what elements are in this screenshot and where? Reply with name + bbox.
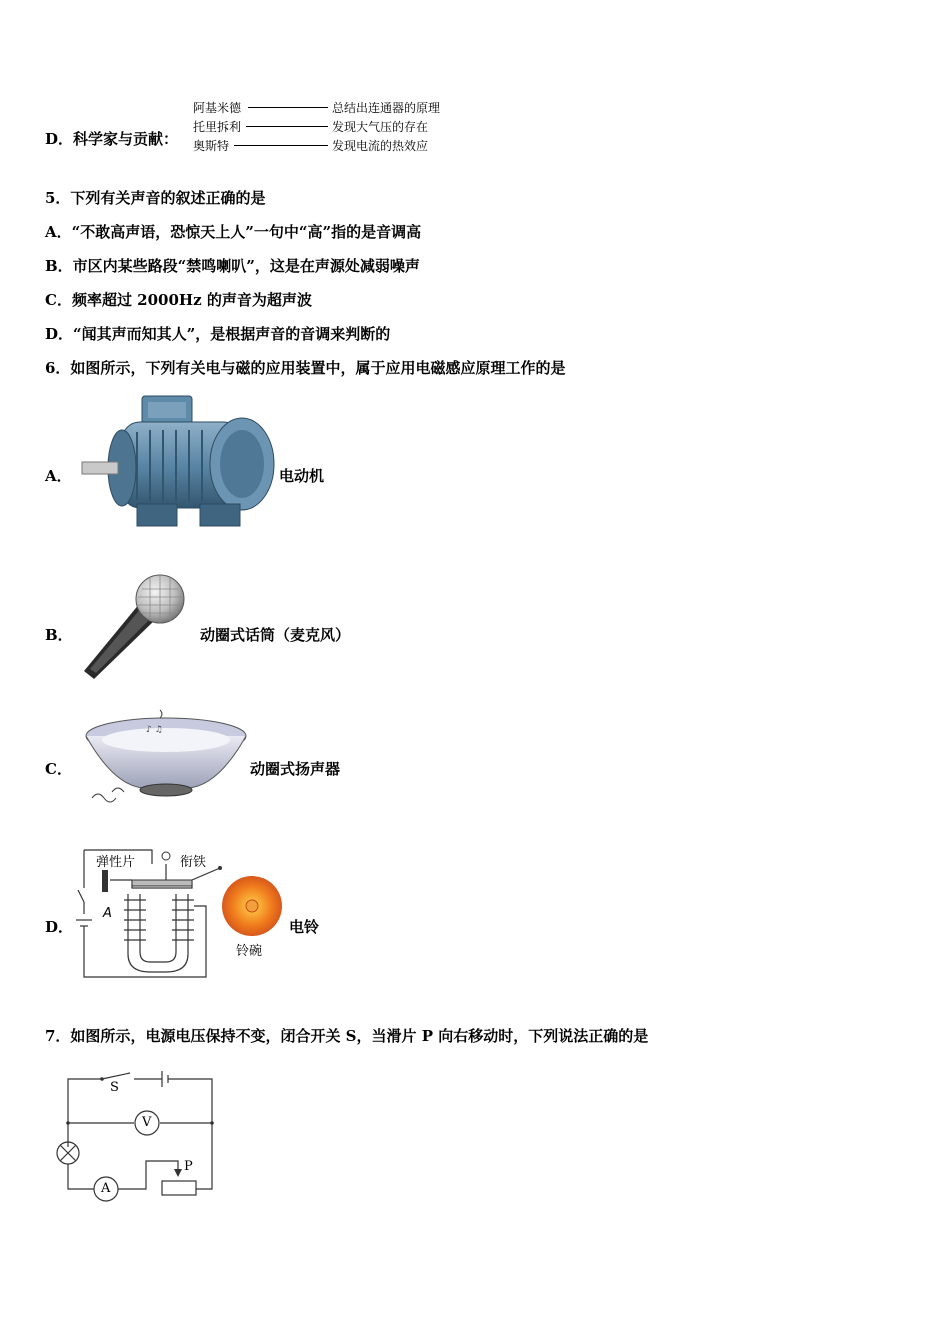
bell-label-a: A: [103, 906, 112, 921]
circuit-label-voltmeter: V: [142, 1115, 152, 1130]
q5-option-c: C．频率超过 2000Hz 的声音为超声波: [45, 291, 312, 309]
circuit-label-slider: P: [184, 1159, 193, 1174]
bell-label-spring: 弹性片: [96, 855, 136, 870]
q6-option-a-letter: A．: [45, 467, 72, 485]
q6-option-c-letter: C．: [45, 760, 72, 778]
circuit-label-switch: S: [110, 1080, 119, 1095]
q7-circuit-diagram: [52, 1065, 222, 1205]
contribution-2: 发现大气压的存在: [332, 120, 429, 134]
bell-label-bowl: 铃碗: [236, 944, 263, 959]
svg-text:♪ ♫: ♪ ♫: [146, 725, 163, 735]
circuit-label-ammeter: A: [101, 1181, 111, 1196]
q6-option-c-caption: 动圈式扬声器: [250, 760, 341, 778]
bell-label-armature: 衔铁: [180, 855, 207, 870]
electric-motor-image: [82, 392, 277, 532]
q6-option-b-caption: 动圈式话筒（麦克风）: [200, 626, 351, 644]
match-line-2: [246, 126, 328, 127]
q5-option-b: B．市区内某些路段“禁鸣喇叭”，这是在声源处减弱噪声: [45, 257, 420, 275]
q6-option-a-caption: 电动机: [279, 467, 325, 485]
contribution-1: 总结出连通器的原理: [332, 101, 441, 115]
q5-option-d: D．“闻其声而知其人”，是根据声音的音调来判断的: [45, 325, 391, 343]
q5-option-a: A．“不敢高声语，恐惊天上人”一句中“高”指的是音调高: [45, 223, 422, 241]
match-line-3: [234, 145, 328, 146]
q7-stem: 7．如图所示，电源电压保持不变，闭合开关 S，当滑片 P 向右移动时，下列说法正确的是: [45, 1027, 649, 1045]
microphone-image: [80, 573, 190, 683]
q6-option-d-letter: D．: [45, 918, 74, 936]
q5-stem: 5．下列有关声音的叙述正确的是: [45, 189, 266, 207]
match-line-1: [248, 107, 328, 108]
q6-option-b-letter: B．: [45, 626, 73, 644]
contribution-3: 发现电流的热效应: [332, 139, 429, 153]
scientist-2: 托里拆利: [193, 120, 242, 134]
q4-option-d-label: D．科学家与贡献：: [45, 130, 179, 148]
speaker-image: [84, 706, 249, 806]
scientist-1: 阿基米德: [193, 101, 242, 115]
scientist-3: 奥斯特: [193, 139, 230, 153]
q6-stem: 6．如图所示，下列有关电与磁的应用装置中，属于应用电磁感应原理工作的是: [45, 359, 566, 377]
q6-option-d-caption: 电铃: [289, 918, 320, 936]
